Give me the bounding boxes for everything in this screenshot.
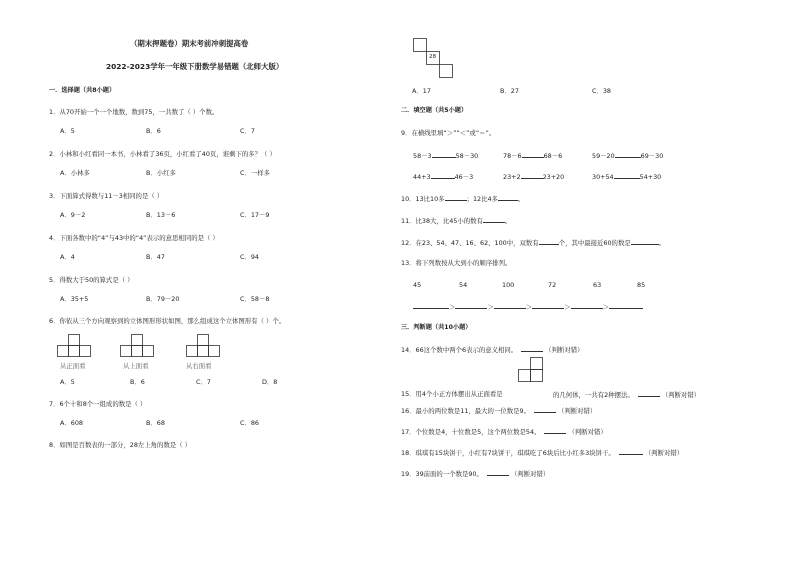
q13-sep5: ＞ <box>602 303 609 311</box>
q12-blank1[interactable] <box>539 238 559 245</box>
q6-right-view-figure <box>186 333 226 357</box>
q13-sep4: ＞ <box>564 303 571 311</box>
q8-option-a[interactable]: A．17 <box>412 87 431 95</box>
q8-table-cell-28: 28 <box>429 54 437 60</box>
q11-part1: 11．比38大，比45小的数有 <box>401 217 483 225</box>
q12-part1: 12．在23、54、47、16、62、100中，双数有 <box>401 239 539 247</box>
q13-num-4: 72 <box>548 281 557 289</box>
doc-subtitle: 2022-2023学年一年级下册数学易错题（北师大版） <box>106 62 284 71</box>
q15-part1: 15．用4个小正方体摆出从正面看是 <box>401 390 503 398</box>
q12-blank2[interactable] <box>631 238 659 245</box>
q10-blank2[interactable] <box>498 194 518 201</box>
q15-blank[interactable] <box>638 390 660 397</box>
q4-text: 4．下面各数中的“4”与43中的“4”表示的意思相同的是（ ） <box>49 234 219 242</box>
q9-r1-right1: 58－30 <box>455 152 479 160</box>
q1-text: 1．从70开始一个一个地数，数到75，一共数了（ ）个数。 <box>49 108 219 116</box>
q16-part1: 16．最小的两位数是11，最大的一位数是9。 <box>401 407 530 415</box>
q14-text <box>401 345 584 354</box>
q1-option-c[interactable]: C．7 <box>240 127 255 135</box>
q9-r2-left1: 44+3 <box>413 173 431 181</box>
q1-option-a[interactable]: A．5 <box>60 127 75 135</box>
q9-r1-blank3[interactable] <box>615 151 641 158</box>
q9-r1-left1: 58－3 <box>413 152 432 160</box>
q9-r1-left2: 78－6 <box>503 152 522 160</box>
q18-tail: （判断对错） <box>644 449 684 457</box>
q19-tail: （判断对错） <box>510 470 550 478</box>
q10-blank1[interactable] <box>445 194 467 201</box>
q6-view-right-label: 从右面看 <box>186 362 212 370</box>
q5-option-a[interactable]: A．35+5 <box>60 295 89 303</box>
q14-part1: 14．66这个数中两个6表示的意义相同。 <box>401 346 518 354</box>
q9-r2-left3: 30+54 <box>592 173 614 181</box>
q7-option-a[interactable]: A．608 <box>60 419 83 427</box>
q9-r2-blank1[interactable] <box>431 172 455 179</box>
q18-text <box>401 448 683 457</box>
q6-top-view-figure <box>120 333 160 357</box>
q9-row2-item3 <box>592 172 661 181</box>
q6-front-view-figure <box>57 333 97 357</box>
q19-text <box>401 469 549 478</box>
q13-blank3[interactable] <box>494 302 526 309</box>
q6-view-front-label: 从正面看 <box>60 362 86 370</box>
q17-text <box>401 427 607 436</box>
q9-r2-blank2[interactable] <box>521 172 543 179</box>
q2-option-c[interactable]: C．一样多 <box>240 169 271 177</box>
q13-blank6[interactable] <box>609 302 643 309</box>
q17-tail: （判断对错） <box>568 428 607 436</box>
q8-option-c[interactable]: C．38 <box>592 87 611 95</box>
q15-part2: 的几何体，一共有2种摆法。 <box>553 391 634 399</box>
q13-num-1: 45 <box>413 281 422 289</box>
q9-row1-item3 <box>592 151 663 160</box>
q9-row2-item2 <box>503 172 564 181</box>
q9-text: 9．在横线里填“＞”“＜”或“＝”。 <box>401 129 496 137</box>
q7-option-b[interactable]: B．68 <box>146 419 165 427</box>
q9-row2-item1 <box>413 172 473 181</box>
q6-option-d[interactable]: D．8 <box>262 378 278 386</box>
q1-option-b[interactable]: B．6 <box>146 127 161 135</box>
q13-num-2: 54 <box>459 281 468 289</box>
q13-num-6: 85 <box>637 281 646 289</box>
q9-r2-right1: 46－3 <box>454 173 474 181</box>
q17-blank[interactable] <box>544 427 566 434</box>
q11-text <box>401 216 511 225</box>
q6-text: 6．你依从三个方向观察到的立体图形形状如图，那么组成这个立体图形有（ ）个。 <box>49 317 286 325</box>
q2-text: 2．小林和小红看同一本书，小林看了36页，小红看了40页，谁剩下的多？（ ） <box>49 150 276 158</box>
q10-part2: ；12比4多 <box>466 195 498 203</box>
section-choice: 一．选择题（共8小题） <box>49 87 116 94</box>
q4-option-a[interactable]: A．4 <box>60 253 75 261</box>
q7-text: 7．6个十和8个一组成的数是（ ） <box>49 400 147 408</box>
q15-tail: （判断对错） <box>661 391 701 399</box>
q15-text-rest <box>553 390 700 399</box>
q10-part3: 。 <box>517 195 525 203</box>
q2-option-b[interactable]: B．小红多 <box>146 169 176 177</box>
q9-r1-right2: 68－6 <box>543 152 563 160</box>
q13-sep1: ＞ <box>449 303 456 311</box>
q9-r2-left2: 23+2 <box>503 173 521 181</box>
q3-text: 3．下面算式得数与11－3相同的是（ ） <box>49 192 164 200</box>
q9-r1-left3: 59－20 <box>592 152 615 160</box>
q18-blank[interactable] <box>619 448 643 455</box>
q6-option-a[interactable]: A．5 <box>60 378 75 386</box>
q2-option-a[interactable]: A．小林多 <box>60 169 90 177</box>
q13-sep2: ＞ <box>487 303 494 311</box>
q3-option-a[interactable]: A．9－2 <box>60 211 86 219</box>
q12-part3: 。 <box>658 239 666 247</box>
q13-num-5: 63 <box>593 281 602 289</box>
q4-option-b[interactable]: B．47 <box>146 253 165 261</box>
section-judge: 三．判断题（共10小题） <box>401 324 472 331</box>
q13-blank2[interactable] <box>455 302 487 309</box>
section-fill: 二．填空题（共5小题） <box>401 107 468 114</box>
q17-part1: 17．个位数是4，十位数是5，这个两位数是54。 <box>401 428 541 436</box>
q12-part2: 个，其中最接近60的数是 <box>558 239 631 247</box>
q9-row1-item2 <box>503 151 562 160</box>
q9-r1-blank1[interactable] <box>432 151 456 158</box>
q10-part1: 10．13比10多 <box>401 195 445 203</box>
q11-part2: 。 <box>504 217 512 225</box>
q9-r2-right2: 23+20 <box>542 173 565 181</box>
q3-option-b[interactable]: B．13－6 <box>146 211 176 219</box>
q16-text <box>401 406 596 415</box>
q16-tail: （判断对错） <box>557 407 597 415</box>
q5-text: 5．得数大于50的算式是（ ） <box>49 276 134 284</box>
doc-title: （期末押题卷）期末考前冲刺提高卷 <box>130 39 249 48</box>
q13-answer-row <box>413 302 643 311</box>
q9-r2-right3: 54+30 <box>639 173 662 181</box>
q15-front-view-figure <box>518 356 554 384</box>
q13-sep3: ＞ <box>525 303 533 311</box>
q9-row1-item1 <box>413 151 478 160</box>
q13-blank5[interactable] <box>571 302 603 309</box>
q18-part1: 18．琪琪有15块饼干，小红有7块饼干，琪琪吃了6块后比小红多3块饼干。 <box>401 449 615 457</box>
q19-blank[interactable] <box>487 469 509 476</box>
q13-blank4[interactable] <box>532 302 564 309</box>
q5-option-b[interactable]: B．79－20 <box>146 295 180 303</box>
q11-blank[interactable] <box>483 216 505 223</box>
q9-r1-right3: 69－30 <box>640 152 664 160</box>
q6-option-b[interactable]: B．6 <box>130 378 145 386</box>
q6-option-c[interactable]: C．7 <box>196 378 211 386</box>
q5-option-c[interactable]: C．58－8 <box>240 295 270 303</box>
q19-part1: 19．39前面的一个数是90。 <box>401 470 483 478</box>
q8-text: 8．如图是百数表的一部分，28左上角的数是（ ） <box>49 441 192 449</box>
q10-text <box>401 194 524 203</box>
q13-text: 13．将下列数按从大到小的顺序排列。 <box>401 259 512 267</box>
q14-blank[interactable] <box>521 345 543 352</box>
q3-option-c[interactable]: C．17－9 <box>240 211 270 219</box>
q7-option-c[interactable]: C．86 <box>240 419 259 427</box>
q13-num-3: 100 <box>502 281 515 289</box>
q16-blank[interactable] <box>534 406 556 413</box>
q9-r2-blank3[interactable] <box>614 172 640 179</box>
q14-tail: （判断对错） <box>545 346 584 354</box>
q12-text <box>401 238 665 247</box>
q6-view-top-label: 从上面看 <box>123 362 149 370</box>
q4-option-c[interactable]: C．94 <box>240 253 259 261</box>
q8-option-b[interactable]: B．27 <box>500 87 519 95</box>
q9-r1-blank2[interactable] <box>522 151 544 158</box>
q13-blank1[interactable] <box>413 302 449 309</box>
